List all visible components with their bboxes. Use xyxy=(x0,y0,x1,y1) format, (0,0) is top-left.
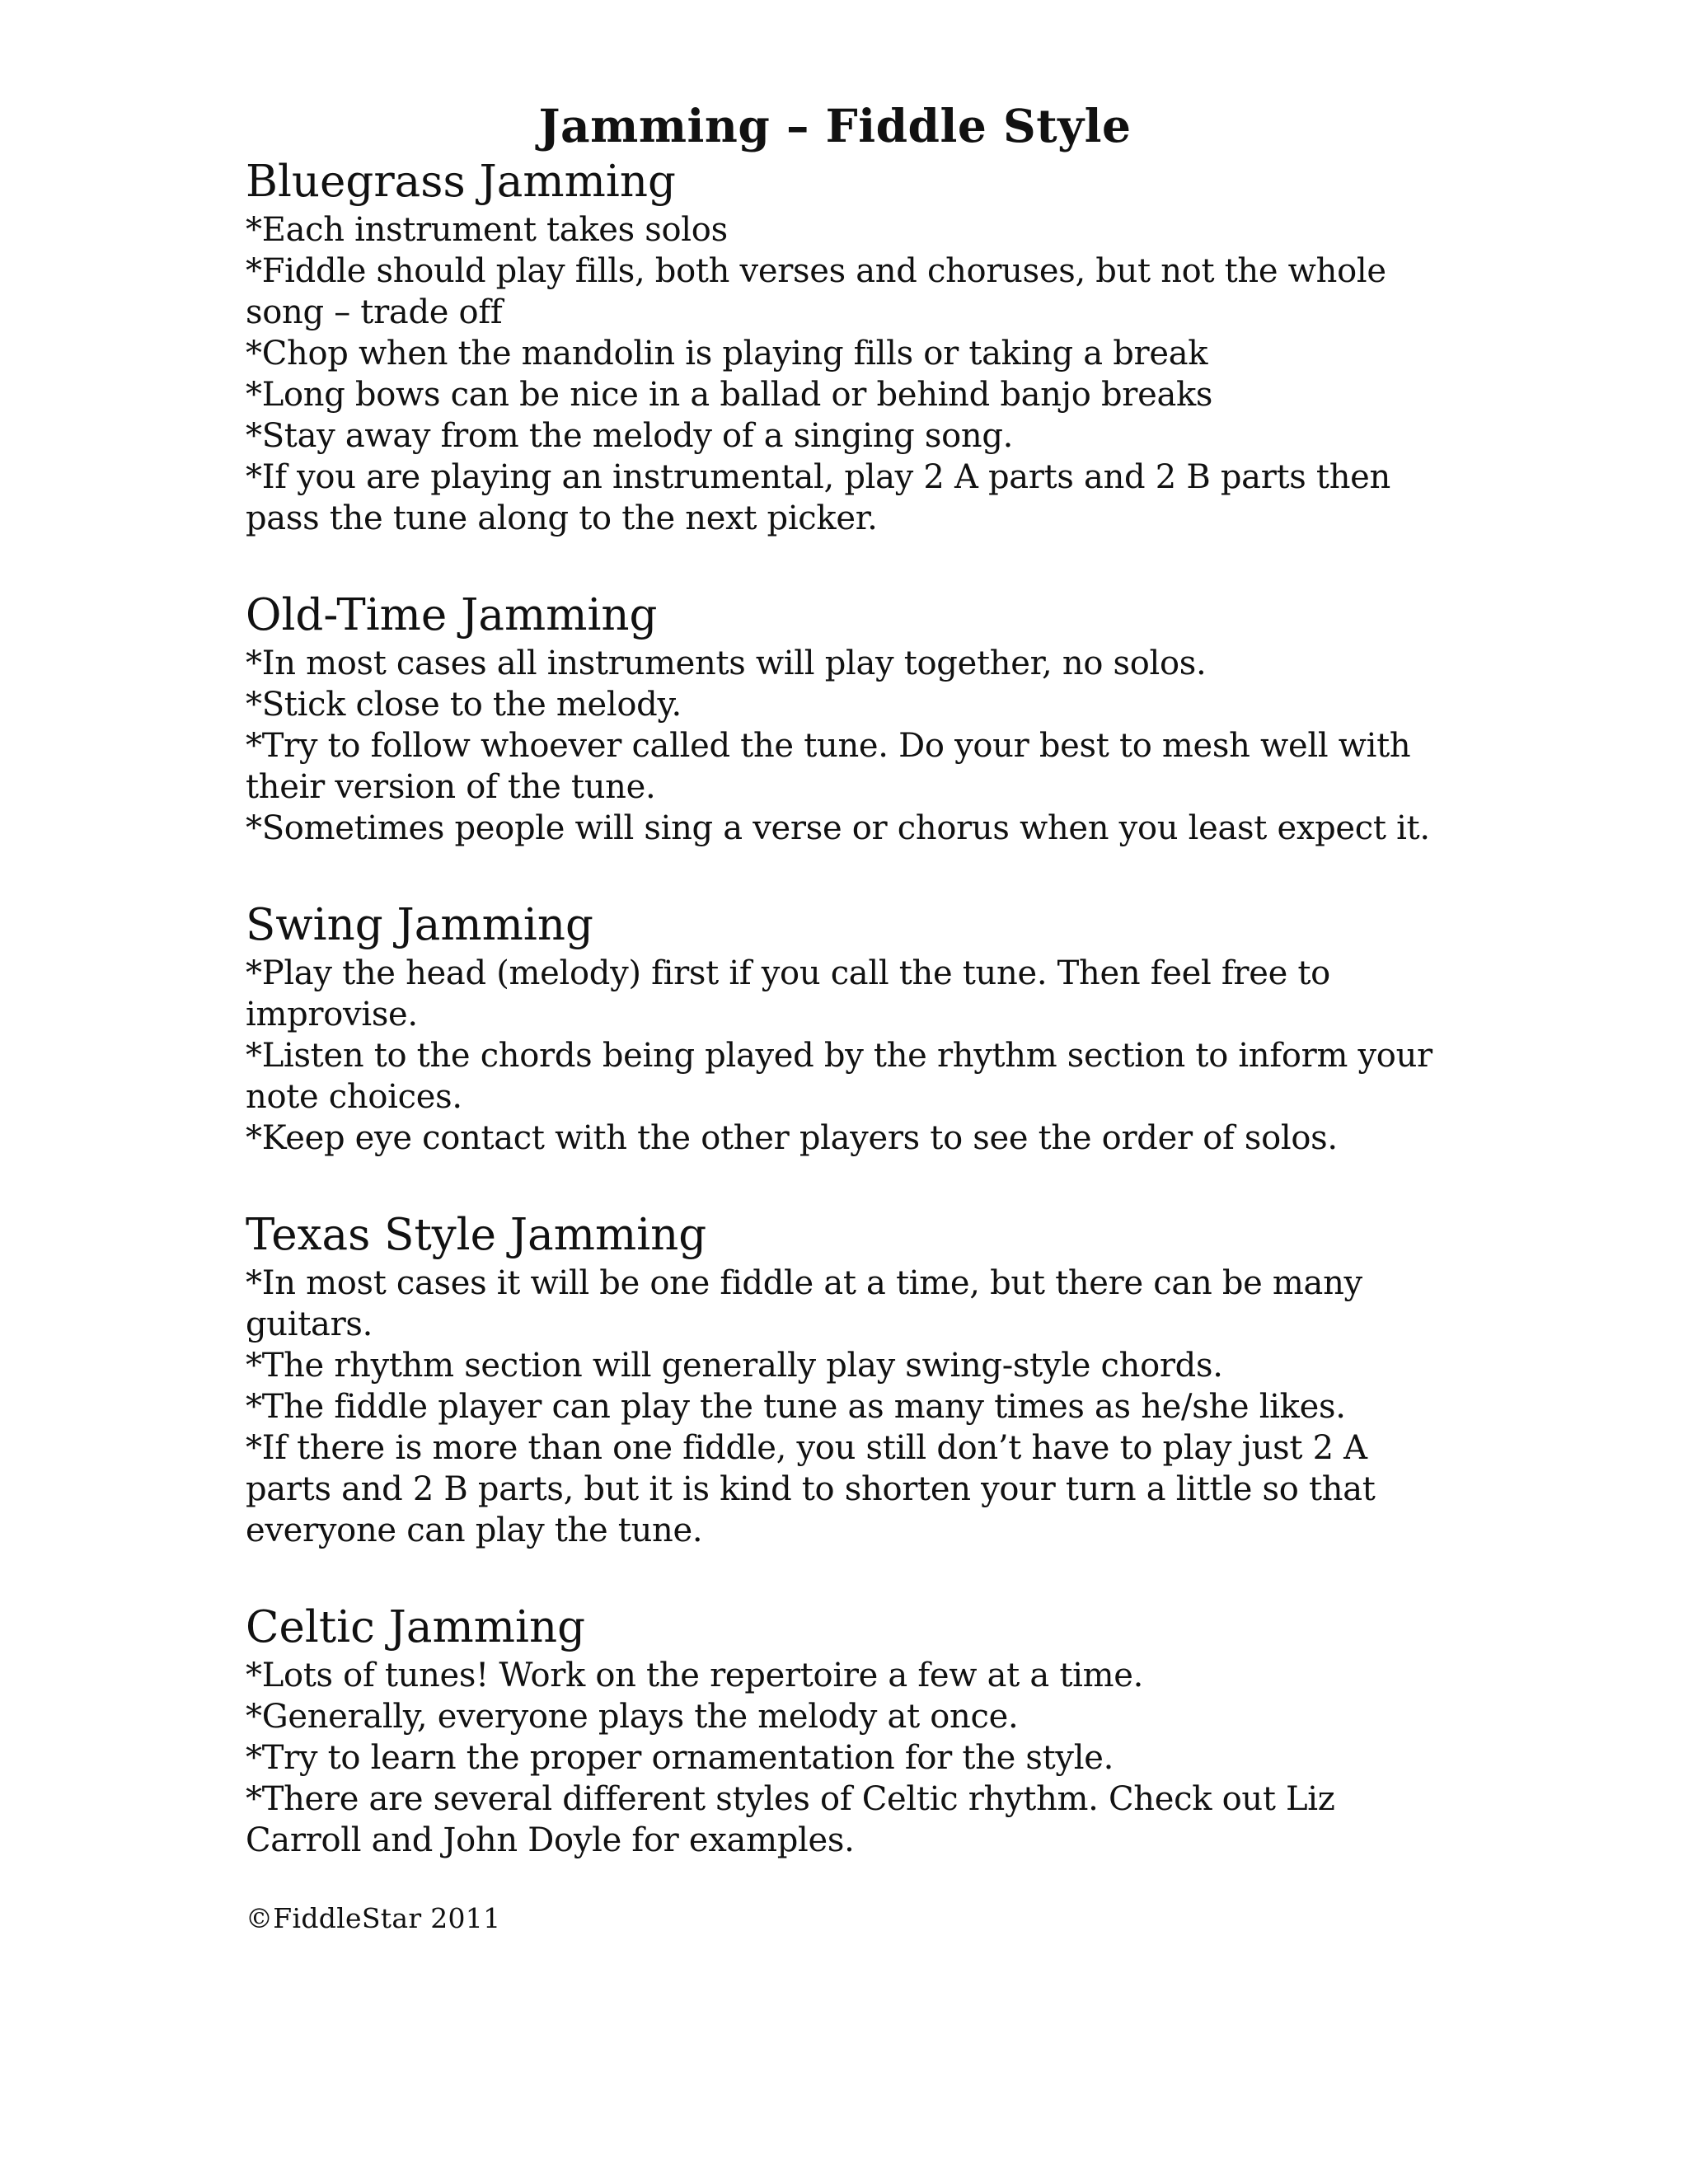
bullet-item: *Play the head (melody) first if you call the tune. Then feel free to improvise. xyxy=(246,954,1330,1033)
bullet-item: *Fiddle should play fills, both verses and choruses, but not the whole song – trade off xyxy=(246,252,1386,331)
section-heading: Texas Style Jamming xyxy=(246,1210,707,1260)
document-title: Jamming – Fiddle Style xyxy=(538,99,1132,152)
section-bluegrass xyxy=(246,155,1449,539)
section-spacer xyxy=(246,1159,1449,1208)
section-heading: Celtic Jamming xyxy=(246,1602,586,1652)
bullet-item: *Generally, everyone plays the melody at once. xyxy=(246,1698,1019,1736)
section-texas-style xyxy=(246,1208,1449,1551)
document-page xyxy=(246,97,1449,1935)
bullet-item: *In most cases all instruments will play together, no solos. xyxy=(246,644,1207,682)
section-spacer xyxy=(246,1551,1449,1601)
section-heading: Swing Jamming xyxy=(246,900,593,950)
bullet-item: *Chop when the mandolin is playing fills or taking a break xyxy=(246,335,1208,373)
bullet-item: *Lots of tunes! Work on the repertoire a few at a time. xyxy=(246,1657,1144,1694)
section-heading: Bluegrass Jamming xyxy=(246,157,676,207)
bullet-item: *The fiddle player can play the tune as many times as he/she likes. xyxy=(246,1388,1346,1426)
bullet-list xyxy=(246,1655,1449,1861)
copyright-notice: ©FiddleStar 2011 xyxy=(246,1902,501,1934)
bullet-item: *Sometimes people will sing a verse or chorus when you least expect it. xyxy=(246,809,1430,847)
bullet-item: *If you are playing an instrumental, play 2 A parts and 2 B parts then pass the tune along to the next picker. xyxy=(246,458,1391,537)
bullet-item: *Try to learn the proper ornamentation for the style. xyxy=(246,1739,1114,1777)
bullet-list xyxy=(246,1263,1449,1551)
bullet-item: *Each instrument takes solos xyxy=(246,211,728,249)
bullet-item: *Stick close to the melody. xyxy=(246,686,682,724)
bullet-list xyxy=(246,953,1449,1159)
section-celtic xyxy=(246,1601,1449,1861)
bullet-item: *Long bows can be nice in a ballad or behind banjo breaks xyxy=(246,376,1213,414)
bullet-item: *There are several different styles of Celtic rhythm. Check out Liz Carroll and John Doyle for examples. xyxy=(246,1780,1335,1859)
section-heading: Old-Time Jamming xyxy=(246,590,658,640)
bullet-item: *If there is more than one fiddle, you still don’t have to play just 2 A parts and 2 B parts, but it is kind to shorten your turn a little so that everyone can play the tune. xyxy=(246,1429,1376,1549)
bullet-item: *Stay away from the melody of a singing song. xyxy=(246,417,1014,455)
section-swing xyxy=(246,898,1449,1159)
bullet-list xyxy=(246,643,1449,849)
bullet-item: *Try to follow whoever called the tune. Do your best to mesh well with their version of the tune. xyxy=(246,727,1411,806)
bullet-item: *Listen to the chords being played by the rhythm section to inform your note choices. xyxy=(246,1037,1432,1116)
bullet-item: *In most cases it will be one fiddle at a time, but there can be many guitars. xyxy=(246,1264,1362,1343)
section-spacer xyxy=(246,539,1449,588)
bullet-list xyxy=(246,209,1449,539)
section-spacer xyxy=(246,849,1449,898)
bullet-item: *The rhythm section will generally play swing-style chords. xyxy=(246,1347,1223,1385)
section-old-time xyxy=(246,588,1449,849)
bullet-item: *Keep eye contact with the other players to see the order of solos. xyxy=(246,1119,1338,1157)
